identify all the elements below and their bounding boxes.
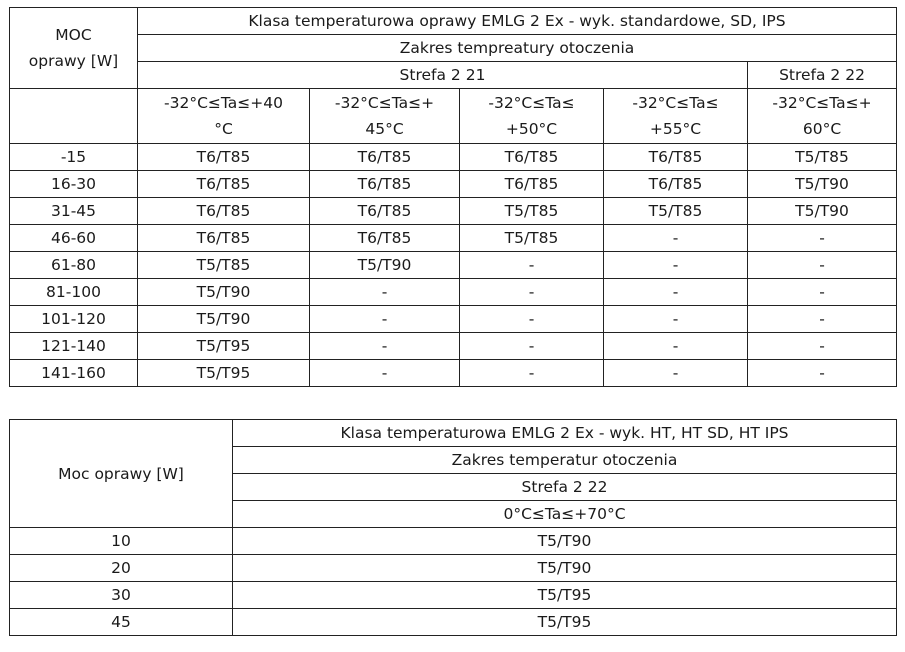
temperature-class-cell: T5/T90 <box>310 252 460 279</box>
temperature-class-cell: T6/T85 <box>604 144 748 171</box>
range-line1: -32°C≤Ta≤+ <box>334 94 435 112</box>
temperature-class-cell: - <box>310 333 460 360</box>
table-row <box>10 360 897 387</box>
temperature-class-table-ht <box>9 419 897 636</box>
table-title-line1: Klasa temperaturowa oprawy EMLG 2 Ex - wyk. standardowe, SD, IPS <box>138 8 897 35</box>
zone-header-22: Strefa 2 22 <box>748 62 897 89</box>
range-header <box>310 89 460 144</box>
table-row <box>10 609 897 636</box>
temperature-class-cell: - <box>310 306 460 333</box>
temperature-class-cell: - <box>748 306 897 333</box>
table-title-line2: Zakres tempreatury otoczenia <box>138 35 897 62</box>
temperature-class-cell: - <box>310 279 460 306</box>
table-row <box>10 555 897 582</box>
temperature-class-cell: - <box>460 360 604 387</box>
table-row <box>10 198 897 225</box>
range-header <box>748 89 897 144</box>
temperature-class-cell: T6/T85 <box>138 171 310 198</box>
power-cell: 46-60 <box>10 225 138 252</box>
power-header-spacer <box>10 89 138 144</box>
temperature-class-cell: - <box>604 225 748 252</box>
range-line1: -32°C≤Ta≤+ <box>772 94 872 112</box>
temperature-class-cell: - <box>604 333 748 360</box>
temperature-class-cell: - <box>604 306 748 333</box>
temperature-class-cell: - <box>748 279 897 306</box>
power-cell: -15 <box>10 144 138 171</box>
temperature-class-cell: - <box>748 252 897 279</box>
power-cell: 20 <box>10 555 233 582</box>
temperature-class-cell: T6/T85 <box>310 144 460 171</box>
table-row <box>10 306 897 333</box>
range-line2: 60°C <box>802 120 842 138</box>
temperature-class-cell: - <box>604 252 748 279</box>
temperature-class-cell: - <box>748 333 897 360</box>
table-row <box>10 582 897 609</box>
temperature-class-cell: T6/T85 <box>310 198 460 225</box>
zone-header-21: Strefa 2 21 <box>138 62 748 89</box>
power-cell: 61-80 <box>10 252 138 279</box>
temperature-class-cell: T5/T90 <box>138 279 310 306</box>
range-line2: +50°C <box>505 120 558 138</box>
temperature-class-cell: - <box>310 360 460 387</box>
temperature-class-cell: T6/T85 <box>604 171 748 198</box>
table-row <box>10 225 897 252</box>
temperature-class-cell: T5/T90 <box>233 528 897 555</box>
power-cell: 10 <box>10 528 233 555</box>
power-cell: 31-45 <box>10 198 138 225</box>
temperature-class-cell: - <box>748 225 897 252</box>
temperature-class-cell: T5/T90 <box>748 171 897 198</box>
temperature-class-cell: T5/T95 <box>233 582 897 609</box>
temperature-class-cell: T5/T85 <box>604 198 748 225</box>
temperature-class-cell: T5/T85 <box>460 225 604 252</box>
temperature-class-cell: - <box>604 279 748 306</box>
temperature-class-cell: - <box>604 360 748 387</box>
zone-header-22: Strefa 2 22 <box>233 474 897 501</box>
range-line1: -32°C≤Ta≤ <box>488 94 575 112</box>
temperature-class-cell: - <box>460 252 604 279</box>
power-header <box>10 8 138 89</box>
power-header-line1: MOC <box>55 26 92 44</box>
table-row <box>10 252 897 279</box>
temperature-class-cell: T5/T90 <box>138 306 310 333</box>
power-cell: 30 <box>10 582 233 609</box>
range-line1: -32°C≤Ta≤ <box>632 94 719 112</box>
temperature-class-cell: T5/T90 <box>748 198 897 225</box>
range-line2: +55°C <box>649 120 702 138</box>
temperature-class-cell: T6/T85 <box>138 198 310 225</box>
range-line2: 45°C <box>365 120 404 138</box>
power-cell: 81-100 <box>10 279 138 306</box>
table-row <box>10 171 897 198</box>
range-line2: °C <box>214 120 233 138</box>
temperature-class-cell: T5/T85 <box>138 252 310 279</box>
temperature-class-table-standard <box>9 7 897 387</box>
table-row <box>10 144 897 171</box>
range-header <box>460 89 604 144</box>
temperature-class-cell: T6/T85 <box>138 225 310 252</box>
temperature-class-cell: T5/T95 <box>233 609 897 636</box>
table-title-line1: Klasa temperaturowa EMLG 2 Ex - wyk. HT, HT SD, HT IPS <box>233 420 897 447</box>
range-header: 0°C≤Ta≤+70°C <box>233 501 897 528</box>
temperature-class-cell: T6/T85 <box>460 171 604 198</box>
temperature-class-cell: T5/T85 <box>460 198 604 225</box>
power-cell: 16-30 <box>10 171 138 198</box>
power-cell: 101-120 <box>10 306 138 333</box>
temperature-class-cell: T6/T85 <box>460 144 604 171</box>
power-header: Moc oprawy [W] <box>10 420 233 528</box>
table-row <box>10 333 897 360</box>
temperature-class-cell: - <box>460 279 604 306</box>
temperature-class-cell: T5/T85 <box>748 144 897 171</box>
table-row <box>10 528 897 555</box>
power-cell: 121-140 <box>10 333 138 360</box>
power-cell: 141-160 <box>10 360 138 387</box>
power-cell: 45 <box>10 609 233 636</box>
temperature-class-cell: T5/T95 <box>138 333 310 360</box>
table-title-line2: Zakres temperatur otoczenia <box>233 447 897 474</box>
power-header-line2: oprawy [W] <box>28 52 119 70</box>
temperature-class-cell: T5/T95 <box>138 360 310 387</box>
range-line1: -32°C≤Ta≤+40 <box>164 94 283 112</box>
temperature-class-cell: - <box>748 360 897 387</box>
range-header <box>138 89 310 144</box>
table-row <box>10 279 897 306</box>
range-header <box>604 89 748 144</box>
temperature-class-cell: - <box>460 306 604 333</box>
temperature-class-cell: - <box>460 333 604 360</box>
temperature-class-cell: T5/T90 <box>233 555 897 582</box>
temperature-class-cell: T6/T85 <box>310 225 460 252</box>
temperature-class-cell: T6/T85 <box>138 144 310 171</box>
temperature-class-cell: T6/T85 <box>310 171 460 198</box>
